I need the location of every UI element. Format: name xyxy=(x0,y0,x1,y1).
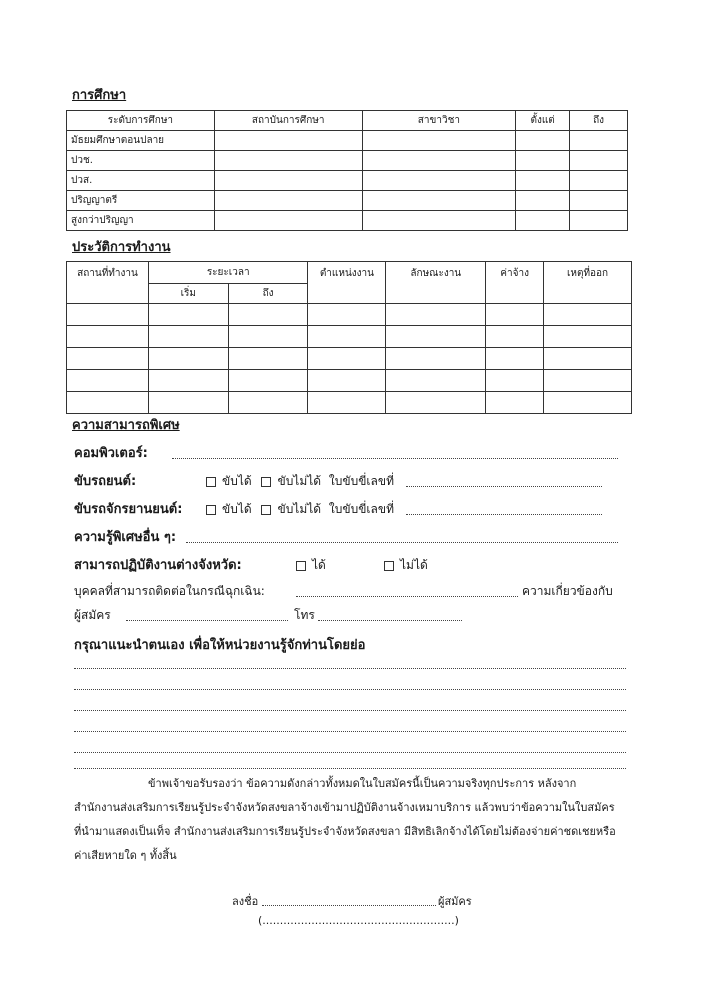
table-row xyxy=(67,211,628,231)
work-cell[interactable] xyxy=(544,326,632,348)
work-cell[interactable] xyxy=(148,370,228,392)
intro-heading: กรุณาแนะนำตนเอง เพื่อให้หน่วยงานรู้จักท่านโดยย่อ xyxy=(74,638,366,653)
work-cell[interactable] xyxy=(308,370,386,392)
work-cell[interactable] xyxy=(148,348,228,370)
work-cell[interactable] xyxy=(308,304,386,326)
relocate-label: สามารถปฏิบัติงานต่างจังหวัด: xyxy=(74,558,242,573)
education-heading: การศึกษา xyxy=(72,88,127,103)
declaration-line: ที่นำมาแสดงเป็นเท็จ สำนักงานส่งเสริมการเรียนรู้ประจำจังหวัดสงขลา มีสิทธิเลิกจ้างได้โดยไม่ต้องจ่ายค่าชดเชยหรือ xyxy=(74,825,616,838)
phone-field[interactable] xyxy=(318,620,462,621)
edu-header-institution: สถาบันการศึกษา xyxy=(214,111,362,131)
work-heading: ประวัติการทำงาน xyxy=(72,240,171,255)
work-cell[interactable] xyxy=(228,348,308,370)
motorcycle-license-field[interactable] xyxy=(406,514,602,515)
work-cell[interactable] xyxy=(228,326,308,348)
intro-line[interactable] xyxy=(74,768,626,769)
edu-level: ปริญญาตรี xyxy=(67,191,215,211)
motorcycle-options: ขับได้ ขับไม่ได้ ใบขับขี่เลขที่ xyxy=(206,500,394,519)
work-cell[interactable] xyxy=(228,304,308,326)
car-label: ขับรถยนต์: xyxy=(74,474,137,489)
edu-major-cell[interactable] xyxy=(362,211,516,231)
emergency-contact-field[interactable] xyxy=(296,596,518,597)
edu-level: ปวส. xyxy=(67,171,215,191)
edu-to-cell[interactable] xyxy=(570,171,628,191)
edu-level: สูงกว่าปริญญา xyxy=(67,211,215,231)
table-row xyxy=(67,392,632,414)
work-cell[interactable] xyxy=(386,304,486,326)
applicant-label: ผู้สมัคร xyxy=(74,608,111,622)
edu-major-cell[interactable] xyxy=(362,151,516,171)
work-cell[interactable] xyxy=(486,392,544,414)
relocate-cannot: ไม่ได้ xyxy=(384,556,428,575)
edu-from-cell[interactable] xyxy=(516,191,570,211)
work-cell[interactable] xyxy=(308,326,386,348)
edu-major-cell[interactable] xyxy=(362,171,516,191)
work-cell[interactable] xyxy=(67,392,149,414)
phone-label: โทร xyxy=(294,608,315,622)
work-cell[interactable] xyxy=(67,304,149,326)
other-skills-label: ความรู้พิเศษอื่น ๆ: xyxy=(74,530,177,545)
edu-institution-cell[interactable] xyxy=(214,171,362,191)
edu-major-cell[interactable] xyxy=(362,131,516,151)
work-cell[interactable] xyxy=(486,348,544,370)
work-cell[interactable] xyxy=(67,348,149,370)
work-header-start: เริ่ม xyxy=(148,284,228,304)
intro-line[interactable] xyxy=(74,710,626,711)
declaration-line: สำนักงานส่งเสริมการเรียนรู้ประจำจังหวัดสงขลาจ้างเข้ามาปฏิบัติงานจ้างเหมาบริการ แล้วพบว่าข้อความในใบสมัคร xyxy=(74,801,615,814)
work-cell[interactable] xyxy=(486,370,544,392)
edu-institution-cell[interactable] xyxy=(214,131,362,151)
skills-heading: ความสามารถพิเศษ xyxy=(72,418,180,433)
work-cell[interactable] xyxy=(544,370,632,392)
relation-label: ความเกี่ยวข้องกับ xyxy=(522,584,613,598)
work-header-reason: เหตุที่ออก xyxy=(544,262,632,304)
car-cannot-checkbox[interactable] xyxy=(261,477,271,487)
relocate-cannot-checkbox[interactable] xyxy=(384,561,394,571)
education-table xyxy=(66,110,628,231)
edu-major-cell[interactable] xyxy=(362,191,516,211)
relocate-can: ได้ xyxy=(296,556,326,575)
edu-from-cell[interactable] xyxy=(516,171,570,191)
edu-from-cell[interactable] xyxy=(516,131,570,151)
printed-name-line[interactable]: (.......................................................) xyxy=(258,914,459,927)
work-header-job-type: ลักษณะงาน xyxy=(386,262,486,304)
motorcycle-can-checkbox[interactable] xyxy=(206,505,216,515)
work-table xyxy=(66,261,632,414)
table-row xyxy=(67,151,628,171)
work-cell[interactable] xyxy=(544,348,632,370)
edu-institution-cell[interactable] xyxy=(214,151,362,171)
car-can-checkbox[interactable] xyxy=(206,477,216,487)
edu-to-cell[interactable] xyxy=(570,191,628,211)
edu-header-to: ถึง xyxy=(570,111,628,131)
table-row xyxy=(67,131,628,151)
intro-line[interactable] xyxy=(74,752,626,753)
edu-to-cell[interactable] xyxy=(570,131,628,151)
other-skills-field[interactable] xyxy=(186,542,618,543)
motorcycle-label: ขับรถจักรยานยนต์: xyxy=(74,502,183,517)
work-cell[interactable] xyxy=(386,370,486,392)
work-cell[interactable] xyxy=(386,326,486,348)
work-header-position: ตำแหน่งงาน xyxy=(308,262,386,304)
work-header-period: ระยะเวลา xyxy=(148,262,308,284)
car-options: ขับได้ ขับไม่ได้ ใบขับขี่เลขที่ xyxy=(206,472,394,491)
edu-from-cell[interactable] xyxy=(516,211,570,231)
work-header-wage: ค่าจ้าง xyxy=(486,262,544,304)
work-cell[interactable] xyxy=(386,348,486,370)
intro-line[interactable] xyxy=(74,689,626,690)
work-cell[interactable] xyxy=(486,304,544,326)
work-cell[interactable] xyxy=(148,326,228,348)
work-cell[interactable] xyxy=(308,392,386,414)
work-cell[interactable] xyxy=(228,370,308,392)
applicant-sign-label: ผู้สมัคร xyxy=(438,895,472,908)
work-cell[interactable] xyxy=(67,370,149,392)
edu-level: ปวช. xyxy=(67,151,215,171)
table-row xyxy=(67,326,632,348)
computer-label: คอมพิวเตอร์: xyxy=(74,446,148,461)
intro-line[interactable] xyxy=(74,668,626,669)
edu-header-from: ตั้งแต่ xyxy=(516,111,570,131)
table-row xyxy=(67,304,632,326)
edu-level: มัธยมศึกษาตอนปลาย xyxy=(67,131,215,151)
work-cell[interactable] xyxy=(544,304,632,326)
motorcycle-cannot-checkbox[interactable] xyxy=(261,505,271,515)
relation-field[interactable] xyxy=(126,620,288,621)
declaration-line: ข้าพเจ้าขอรับรองว่า ข้อความดังกล่าวทั้งหมดในใบสมัครนี้เป็นความจริงทุกประการ หลังจาก xyxy=(148,777,577,790)
intro-line[interactable] xyxy=(74,731,626,732)
work-header-end: ถึง xyxy=(228,284,308,304)
edu-institution-cell[interactable] xyxy=(214,191,362,211)
edu-to-cell[interactable] xyxy=(570,211,628,231)
signature-field[interactable] xyxy=(262,905,436,906)
work-header-workplace: สถานที่ทำงาน xyxy=(67,262,149,304)
declaration-line: ค่าเสียหายใด ๆ ทั้งสิ้น xyxy=(74,849,177,862)
edu-header-level: ระดับการศึกษา xyxy=(67,111,215,131)
work-cell[interactable] xyxy=(148,392,228,414)
declaration-text xyxy=(74,772,634,868)
edu-to-cell[interactable] xyxy=(570,151,628,171)
work-cell[interactable] xyxy=(386,392,486,414)
work-cell[interactable] xyxy=(148,304,228,326)
table-row xyxy=(67,191,628,211)
edu-header-major: สาขาวิชา xyxy=(362,111,516,131)
car-license-field[interactable] xyxy=(406,486,602,487)
table-row xyxy=(67,171,628,191)
sign-label: ลงชื่อ xyxy=(232,895,259,908)
table-row xyxy=(67,348,632,370)
edu-from-cell[interactable] xyxy=(516,151,570,171)
work-cell[interactable] xyxy=(486,326,544,348)
computer-field[interactable] xyxy=(172,458,618,459)
relocate-can-checkbox[interactable] xyxy=(296,561,306,571)
work-cell[interactable] xyxy=(544,392,632,414)
work-cell[interactable] xyxy=(228,392,308,414)
table-row xyxy=(67,370,632,392)
edu-institution-cell[interactable] xyxy=(214,211,362,231)
emergency-contact-label: บุคคลที่สามารถติดต่อในกรณีฉุกเฉิน: xyxy=(74,584,265,598)
work-cell[interactable] xyxy=(67,326,149,348)
work-cell[interactable] xyxy=(308,348,386,370)
